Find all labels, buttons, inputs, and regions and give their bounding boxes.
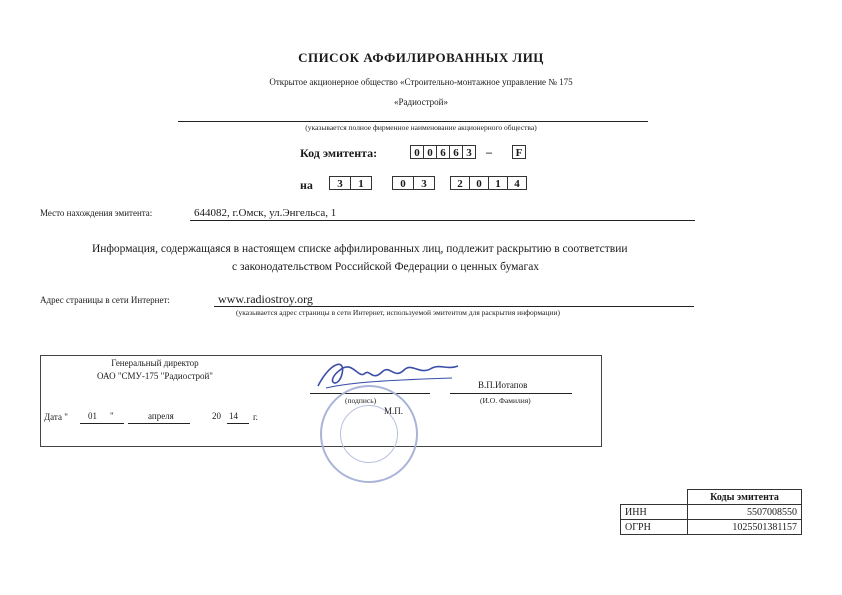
sign-date-label: Дата " xyxy=(44,412,68,422)
sign-date-year-underline xyxy=(227,423,249,424)
date-year-digit: 4 xyxy=(507,176,527,190)
issuer-codes-table xyxy=(620,489,802,535)
website-label: Адрес страницы в сети Интернет: xyxy=(40,295,170,305)
sign-date-quote: " xyxy=(110,411,114,421)
codes-value: 1025501381157 xyxy=(688,520,802,535)
date-month-digit: 0 xyxy=(392,176,414,190)
issuer-code-digit: 0 xyxy=(423,145,437,159)
date-year-boxes xyxy=(451,176,527,190)
location-underline xyxy=(190,220,695,221)
signer-position-line1: Генеральный директор xyxy=(111,358,199,368)
codes-label: ИНН xyxy=(621,505,688,520)
date-day-digit: 1 xyxy=(350,176,372,190)
date-month-boxes xyxy=(393,176,435,190)
date-label: на xyxy=(300,178,313,192)
table-row xyxy=(621,520,802,535)
issuer-code-boxes xyxy=(411,145,476,159)
signer-name: В.П.Иотапов xyxy=(478,380,528,390)
date-year-digit: 2 xyxy=(450,176,470,190)
table-row xyxy=(621,505,802,520)
company-name-line1: Открытое акционерное общество «Строительно-монтажное управление № 175 xyxy=(269,77,573,87)
issuer-code-dash: – xyxy=(486,145,492,159)
signer-position-line2: ОАО "СМУ-175 "Радиострой" xyxy=(97,371,213,381)
sign-date-day: 01 xyxy=(88,411,97,421)
disclosure-line2: с законодательством Российской Федерации о ценных бумагах xyxy=(232,261,540,273)
issuer-code-suffix-box xyxy=(513,145,526,159)
sign-date-day-underline xyxy=(80,423,124,424)
stamp-caption: М.П. xyxy=(384,406,404,416)
issuer-code-digit: 6 xyxy=(436,145,450,159)
sign-date-end: г. xyxy=(253,412,258,422)
company-caption: (указывается полное фирменное наименование акционерного общества) xyxy=(305,123,537,132)
date-day-boxes xyxy=(330,176,372,190)
issuer-code-suffix: F xyxy=(512,145,526,159)
sign-date-year: 14 xyxy=(229,411,238,421)
sign-date-month: апреля xyxy=(148,411,174,421)
website-value: www.radiostroy.org xyxy=(218,292,313,306)
disclosure-line1: Информация, содержащаяся в настоящем списке аффилированных лиц, подлежит раскрытию в соответствии xyxy=(92,243,628,255)
issuer-code-digit: 6 xyxy=(449,145,463,159)
codes-table-title: Коды эмитента xyxy=(688,490,802,505)
date-year-digit: 0 xyxy=(469,176,489,190)
date-day-digit: 3 xyxy=(329,176,351,190)
website-caption: (указывается адрес страницы в сети Интернет, используемой эмитентом для раскрытия информации) xyxy=(236,308,560,317)
issuer-code-label: Код эмитента: xyxy=(300,146,378,160)
sign-date-month-underline xyxy=(128,423,190,424)
location-value: 644082, г.Омск, ул.Энгельса, 1 xyxy=(194,207,337,219)
company-underline xyxy=(178,121,648,122)
table-row xyxy=(621,490,802,505)
sign-date-year-prefix: 20 xyxy=(212,411,221,421)
name-underline xyxy=(450,393,572,394)
codes-label: ОГРН xyxy=(621,520,688,535)
company-name-line2: «Радиострой» xyxy=(394,97,448,107)
document-title: СПИСОК АФФИЛИРОВАННЫХ ЛИЦ xyxy=(298,50,544,65)
codes-value: 5507008550 xyxy=(688,505,802,520)
name-caption: (И.О. Фамилия) xyxy=(480,396,531,405)
signature-caption: (подпись) xyxy=(345,396,377,405)
location-label: Место нахождения эмитента: xyxy=(40,208,153,218)
company-stamp xyxy=(320,385,418,483)
issuer-code-digit: 3 xyxy=(462,145,476,159)
date-year-digit: 1 xyxy=(488,176,508,190)
issuer-code-digit: 0 xyxy=(410,145,424,159)
date-month-digit: 3 xyxy=(413,176,435,190)
website-underline xyxy=(214,306,694,307)
